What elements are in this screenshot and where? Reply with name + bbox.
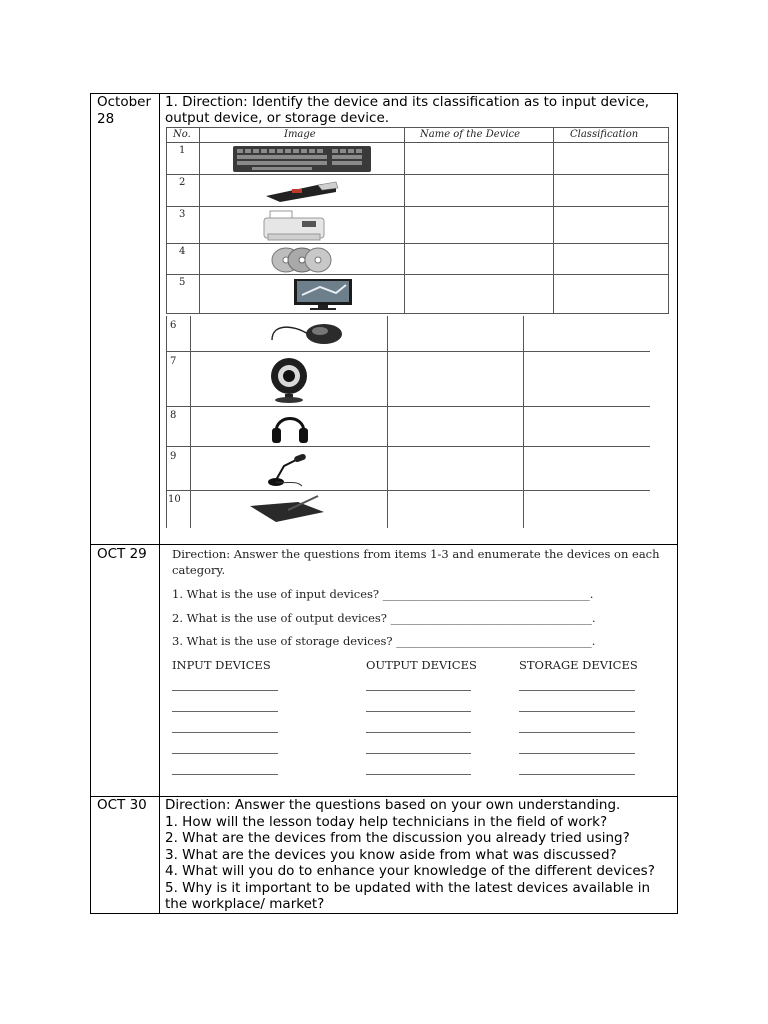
category-input-devices: INPUT DEVICES <box>172 658 271 672</box>
question-3: 3. What are the devices you know aside from what was discussed? <box>165 846 617 863</box>
keyboard-icon <box>232 145 372 173</box>
question-2: 2. What is the use of output devices? ___________________________________. <box>172 611 596 625</box>
header-image: Image <box>284 129 316 140</box>
category-output-devices: OUTPUT DEVICES <box>366 658 477 672</box>
question-2: 2. What are the devices from the discussion you already tried using? <box>165 830 630 846</box>
item-number: 10 <box>168 494 181 505</box>
graphics-tablet-icon <box>248 494 328 526</box>
monitor-icon <box>292 277 354 311</box>
question-5: 5. Why is it important to be updated with the latest devices available in <box>165 879 651 896</box>
question-1: 1. What is the use of input devices? ____________________________________. <box>172 587 594 601</box>
item-number: 2 <box>179 177 186 188</box>
direction-text: Direction: Answer the questions from items 1-3 and enumerate the devices on each <box>172 547 660 561</box>
row-divider-1 <box>90 544 678 545</box>
date-oct-29: OCT 29 <box>97 546 147 562</box>
header-no: No. <box>173 129 191 140</box>
item-number: 5 <box>179 277 186 288</box>
microphone-icon <box>266 450 310 488</box>
item-number: 7 <box>170 356 177 367</box>
direction-line-1: 1. Direction: Identify the device and its classification as to input device, <box>165 94 650 110</box>
question-1: 1. How will the lesson today help technicians in the field of work? <box>165 813 608 830</box>
usb-flash-drive-icon <box>262 180 340 204</box>
direction-line-2: output device, or storage device. <box>165 110 390 126</box>
webcam-icon <box>265 356 313 404</box>
date-oct-30: OCT 30 <box>97 797 147 813</box>
item-number: 8 <box>170 410 177 421</box>
item-number: 1 <box>179 145 186 156</box>
headphones-icon <box>270 410 310 446</box>
item-number: 3 <box>179 209 186 220</box>
header-classification: Classification <box>570 129 639 140</box>
optical-discs-icon <box>270 246 334 274</box>
direction-text-cont: category. <box>172 563 226 577</box>
item-number: 6 <box>170 320 177 331</box>
question-3: 3. What is the use of storage devices? __________________________________. <box>172 634 596 648</box>
column-divider <box>159 93 160 914</box>
direction-text: Direction: Answer the questions based on your own understanding. <box>165 797 621 813</box>
question-5-cont: the workplace/ market? <box>165 896 325 912</box>
question-4: 4. What will you do to enhance your knowledge of the different devices? <box>165 863 655 879</box>
mouse-icon <box>268 320 346 348</box>
category-storage-devices: STORAGE DEVICES <box>519 658 638 672</box>
date-oct-28: October 28 <box>97 94 152 127</box>
item-number: 9 <box>170 451 177 462</box>
item-number: 4 <box>179 246 186 257</box>
printer-icon <box>262 208 328 244</box>
header-device-name: Name of the Device <box>420 129 521 140</box>
